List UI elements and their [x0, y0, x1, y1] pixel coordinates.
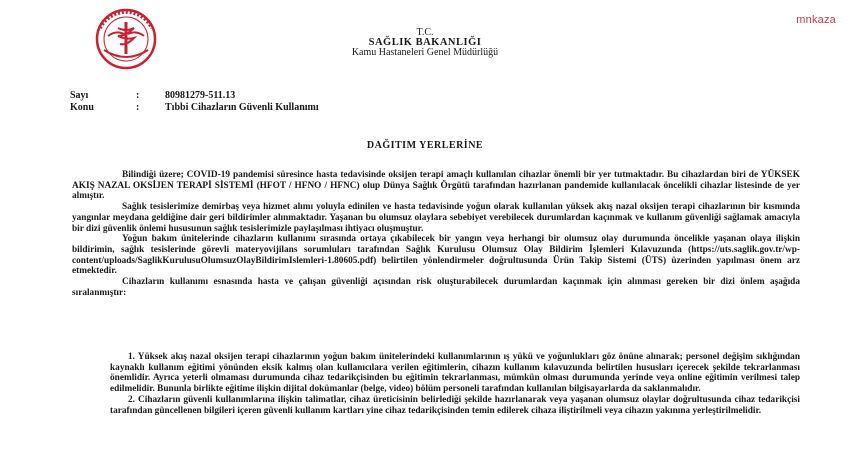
- konu-separator: :: [136, 102, 140, 113]
- konu-value: Tıbbi Cihazların Güvenli Kullanımı: [165, 102, 319, 113]
- paragraph-3: Yoğun bakım ünitelerinde cihazların kullanımı sırasında ortaya çıkabilecek bir yangın veya herhangi bir olumsuz olay durumunda öncelikle yaşanan olaya ilişkin bildirimin, sağlık tesislerinde görevli materyovijilans sorumluları tarafından Sağlık Kurulusu Olumsuz Olay Bildirim İşlemleri Kılavuzunda (https://uts.saglik.gov.tr/wp-content/uploads/SaglikKurulusuOlumsuzOlayBildirimIslemleri-1.80605.pdf) belirtilen yönlendirmeler doğrultusunda Ürün Takip Sistemi (ÜTS) üzerinden yapılması önem arz etmektedir.: [72, 234, 800, 277]
- list-item: 1. Yüksek akış nazal oksijen terapi cihazlarının yoğun bakım ünitelerindeki kullanımlarının ış yükü ve yoğunlukları göz önüne alınarak; personel değişim sıklığından kaynaklı kullanım eğitimi yönünden eksik kalmış olan kullanıcılara verilen eğitimlerin, cihazın kullanım kılavuzunda belirtilen hususları içerecek şekilde tekrarlanması önemlidir. Ayrıca yeterli olmaması durumunda cihaz tedarikçisinden bu eğitimin tekrarlanması, mümkün olması durumunda yerinde veya online eğitimin verilmesi talep edilmelidir. Bununla birlikte eğitime ilişkin dijital dokümanlar (belge, video) bölüm personeli tarafından kullanılan bilgisayarlarda da saklanmalıdır.: [110, 352, 800, 395]
- precaution-list: [110, 352, 800, 416]
- paragraph-4: Cihazların kullanımı esnasında hasta ve çalışan güvenliği açısından risk oluşturabilecek durumlardan kaçınmak için alınması gereken bir dizi önlem aşağıda sıralanmıştır:: [72, 277, 800, 298]
- paragraph-2: Sağlık tesislerimize demirbaş veya hizmet alımı yoluyla edinilen ve hasta tedavisinde yoğun olarak kullanılan yüksek akış nazal oksijen terapi cihazlarının bir kısmında yangınlar meydana geldiğine dair geri bildirimler alınmaktadır. Yaşanan bu olumsuz olaylara sebebiyet verebilecek durumlardan kaçınmak ve kullanım güvenliği sağlamak amacıyla bir dizi güvenlik önlemi hususunun sağlık tesislerimizle paylaşılması ihtiyacı oluşmuştur.: [72, 202, 800, 234]
- header-ministry: SAĞLIK BAKANLIĞI: [368, 37, 482, 48]
- letter-body: [72, 170, 800, 298]
- list-item: 2. Cihazların güvenli kullanımlarına ilişkin talimatlar, cihaz üreticisinin belirlediği şekilde hazırlanarak veya yaşanan olumsuz olaylar doğrultusunda cihaz tedarikçisi tarafından güncellenen bilgileri içeren güvenli kullanım kartları yine cihaz tedarikçisinden temin edilerek cihaza iliştirilmeli veya cihazın yakınına yerleştirilmelidir.: [110, 394, 800, 416]
- konu-label: Konu: [70, 102, 94, 113]
- header-department: Kamu Hastaneleri Genel Müdürlüğü: [351, 47, 499, 58]
- header-tc: T.C.: [416, 27, 434, 38]
- sayi-value: 80981279-511.13: [165, 90, 236, 101]
- watermark-text: mnkaza: [796, 14, 836, 26]
- sayi-separator: :: [136, 90, 140, 101]
- sayi-label: Sayı: [70, 90, 89, 101]
- letterhead: [0, 28, 850, 58]
- paragraph-1: Bilindiği üzere; COVID-19 pandemisi süresince hasta tedavisinde oksijen terapi amaçlı kullanılan cihazlar önemli bir yer tutmaktadır. Bu cihazlardan biri de YÜKSEK AKIŞ NAZAL OKSİJEN TERAPİ SİSTEMİ (HFOT / HFNO / HFNC) olup Dünya Sağlık Örgütü tarafından hazırlanan pandemide kullanılacak öncelikli cihazlar listesinde de yer almıştır.: [72, 170, 800, 202]
- distribution-heading: DAĞITIM YERLERİNE: [366, 140, 484, 151]
